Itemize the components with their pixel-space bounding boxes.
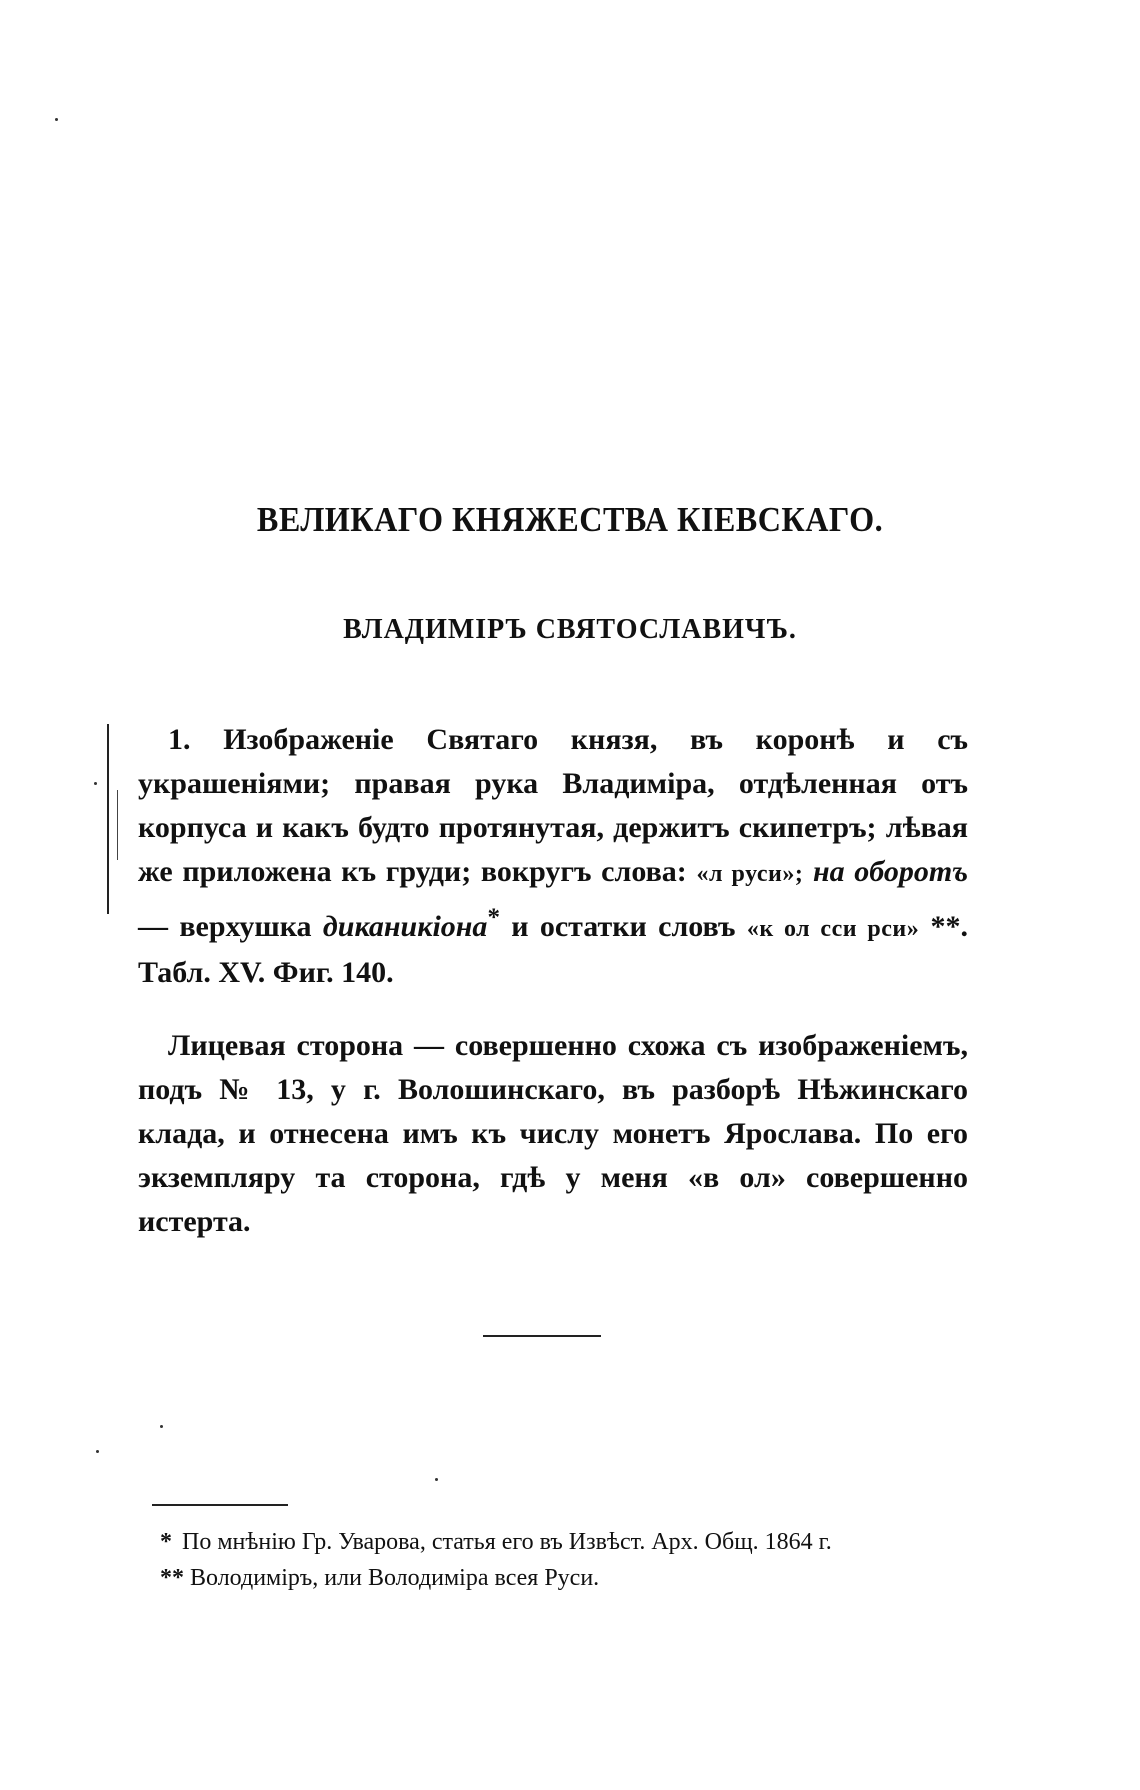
- section-divider: [483, 1335, 601, 1337]
- footnotes: [160, 1524, 980, 1596]
- coin-entry: [138, 718, 968, 995]
- margin-mark: [117, 790, 118, 860]
- page-heading: ВЕЛИКАГО КНЯЖЕСТВА КІЕВСКАГО.: [256, 500, 884, 539]
- footnote-text: По мнѣнію Гр. Уварова, статья его въ Извѣст. Арх. Общ. 1864 г.: [182, 1529, 832, 1555]
- coin-legend: «л руси»;: [696, 861, 804, 887]
- entry-text: — верхушка: [138, 910, 312, 943]
- footnote-text: Володиміръ, или Володиміра всея Руси.: [190, 1565, 600, 1591]
- footnote-ref: *: [487, 904, 500, 931]
- page-speck: [435, 1478, 438, 1481]
- entry-reference: Табл. XV. Фиг. 140.: [138, 956, 394, 989]
- footnote-ref: **.: [930, 910, 969, 943]
- section-title: ВЛАДИМІРЪ СВЯТОСЛАВИЧЪ.: [343, 614, 797, 645]
- entry-number: 1.: [168, 723, 191, 756]
- entry-text: Изображеніе Святаго князя, въ коронѣ и съ украшеніями; правая рука Владиміра, отдѣленная отъ корпуса и какъ будто протянутая, держитъ скипетръ; лѣвая же приложена къ груди; вокругъ слова:: [138, 723, 969, 888]
- footnote: [160, 1560, 980, 1596]
- footnote: [160, 1524, 980, 1560]
- comment-paragraph: [138, 1024, 968, 1244]
- entry-italic: на оборотъ: [812, 855, 969, 888]
- page-speck: [96, 1450, 99, 1453]
- coin-legend: «к ол сси рси»: [746, 916, 920, 942]
- comment-text: Лицевая сторона — совершенно схожа съ изображеніемъ, подъ № 13, у г. Волошинскаго, въ разборѣ Нѣжинскаго клада, и отнесена имъ къ числу монетъ Ярослава. По его экземпляру та сторона, гдѣ у меня «в ол» совершенно истерта.: [138, 1029, 968, 1238]
- entry-italic: диканикіона: [322, 910, 488, 943]
- page-speck: [94, 782, 97, 785]
- footnote-mark: **: [160, 1565, 184, 1591]
- entry-text: и остатки словъ: [511, 910, 736, 943]
- footnote-divider: [152, 1504, 288, 1506]
- page-speck: [160, 1425, 163, 1428]
- footnote-mark: *: [160, 1529, 172, 1555]
- margin-mark: [107, 724, 109, 914]
- page-speck: [55, 118, 58, 121]
